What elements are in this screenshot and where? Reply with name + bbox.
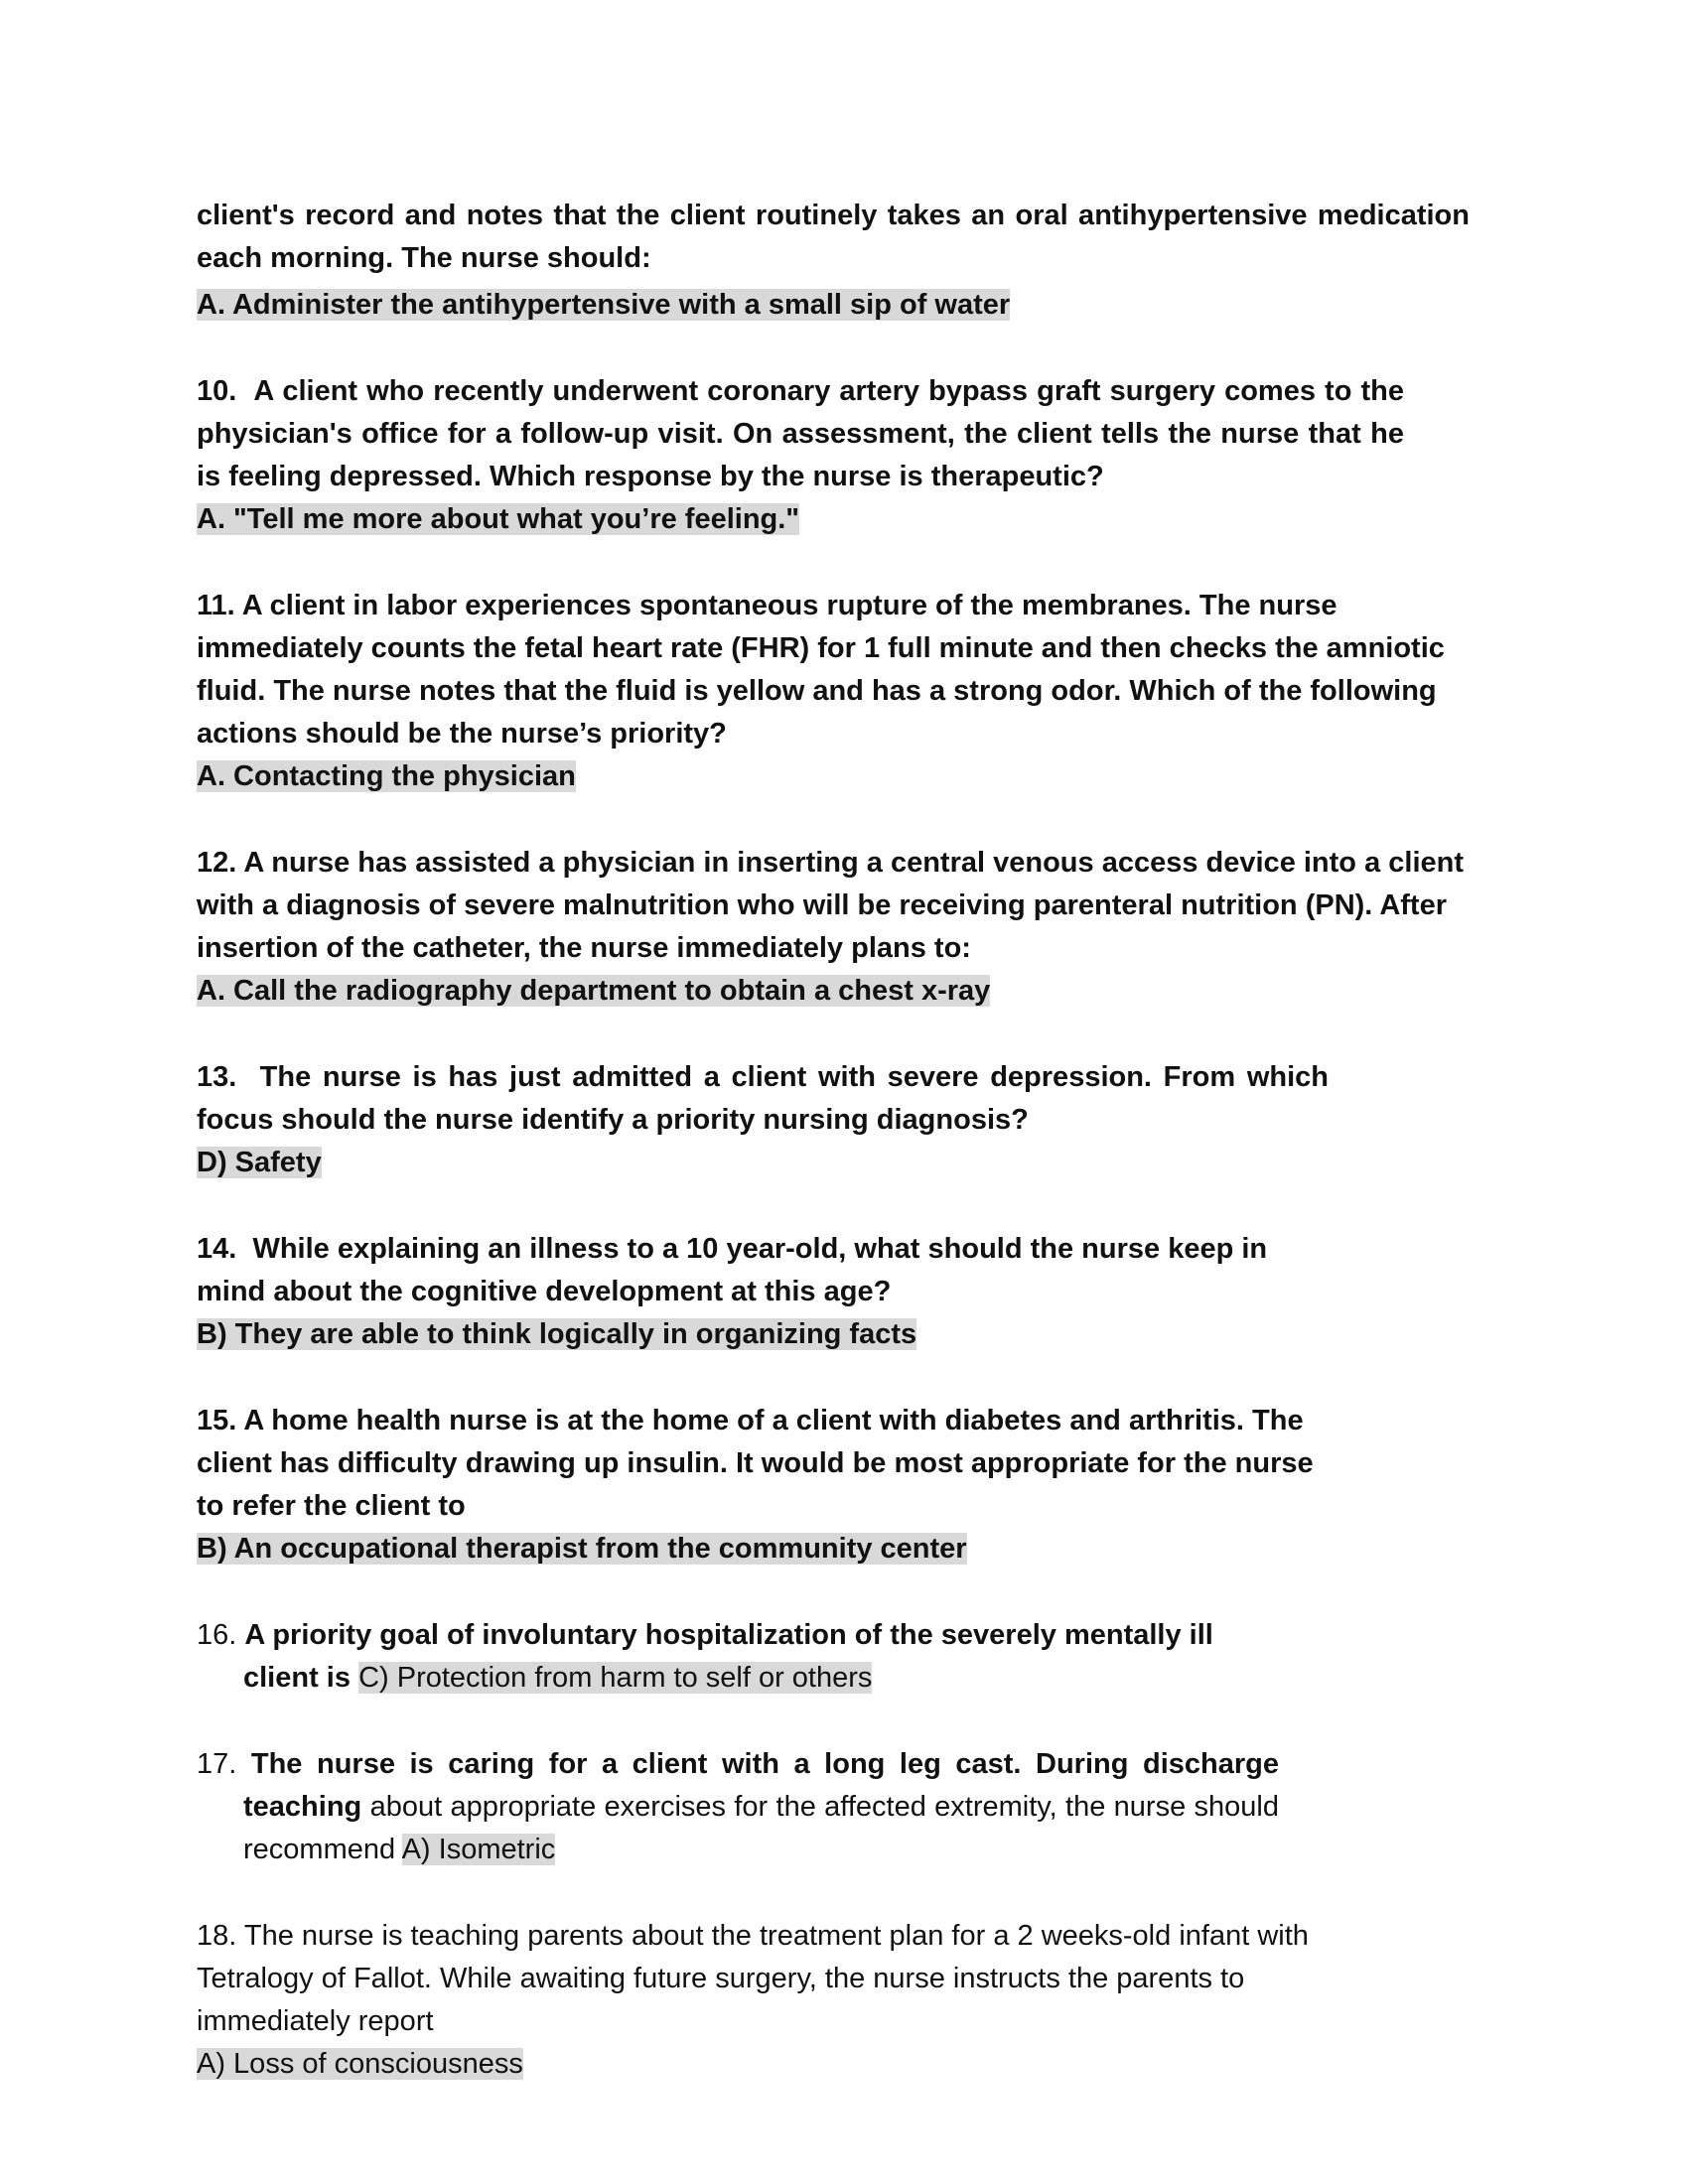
question-text xyxy=(197,585,1468,755)
question-11 xyxy=(197,585,1468,798)
question-body-bold: The nurse is caring for a client with a long leg cast. During discharge teaching xyxy=(243,1748,1279,1823)
question-text xyxy=(197,1228,1329,1313)
question-12 xyxy=(197,842,1468,1013)
question-body: A nurse has assisted a physician in inserting a central venous access device into a client with a diagnosis of severe malnutrition who will be receiving parenteral nutrition (PN). After insertion of the catheter, the nurse immediately plans to: xyxy=(197,847,1465,964)
question-17 xyxy=(197,1743,1279,1871)
question-number: 12. xyxy=(197,847,237,879)
question-18 xyxy=(197,1915,1329,2086)
question-body: The nurse is teaching parents about the treatment plan for a 2 weeks-old infant with Tetralogy of Fallot. While awaiting future surgery, the nurse instructs the parents to immediately report xyxy=(197,1920,1309,2037)
answer-highlight: D) Safety xyxy=(197,1147,322,1178)
answer-highlight: A. "Tell me more about what you’re feeling." xyxy=(197,503,800,535)
question-text xyxy=(197,1614,1279,1700)
question-text: client's record and notes that the client routinely takes an oral antihypertensive medication each morning. The nurse should: xyxy=(197,200,1470,274)
question-body: A priority goal of involuntary hospitalization of the severely mentally ill client is xyxy=(243,1619,1213,1694)
answer-highlight: A) Isometric xyxy=(401,1834,556,1865)
question-text xyxy=(197,1400,1329,1528)
question-text xyxy=(197,370,1404,498)
answer-highlight: A) Loss of consciousness xyxy=(197,2048,523,2080)
answer-highlight: A. Administer the antihypertensive with a small sip of water xyxy=(197,289,1011,321)
question-10 xyxy=(197,370,1404,541)
question-16 xyxy=(197,1614,1279,1700)
question-body: about appropriate exercises for the affected extremity, the nurse should recommend xyxy=(243,1791,1280,1865)
question-number: 15. xyxy=(197,1405,237,1436)
answer-highlight: C) Protection from harm to self or others xyxy=(358,1662,873,1694)
question-15 xyxy=(197,1400,1329,1570)
question-number: 14. xyxy=(197,1233,237,1265)
answer-highlight: A. Contacting the physician xyxy=(197,760,576,792)
question-number: 16. xyxy=(197,1619,237,1651)
question-text xyxy=(197,842,1468,970)
question-body: While explaining an illness to a 10 year-old, what should the nurse keep in mind about the cognitive development at this age? xyxy=(197,1233,1268,1307)
question-body: A client who recently underwent coronary artery bypass graft surgery comes to the physician's office for a follow-up visit. On assessment, the client tells the nurse that he is feeling depressed. Which response by the nurse is therapeutic? xyxy=(197,375,1404,492)
question-number: 17. xyxy=(197,1748,237,1780)
answer-highlight: A. Call the radiography department to obtain a chest x-ray xyxy=(197,975,991,1007)
document-page xyxy=(197,195,1468,2086)
question-body: A client in labor experiences spontaneous rupture of the membranes. The nurse immediately counts the fetal heart rate (FHR) for 1 full minute and then checks the amniotic fluid. The nurse notes that the fluid is yellow and has a strong odor. Which of the following actions should be the nurse’s priority? xyxy=(197,590,1445,750)
question-number: 10. xyxy=(197,375,237,407)
question-9-continued xyxy=(197,195,1470,327)
question-13 xyxy=(197,1056,1329,1184)
question-text xyxy=(197,1743,1279,1871)
question-text xyxy=(197,1915,1329,2043)
answer-highlight: B) An occupational therapist from the community center xyxy=(197,1533,967,1565)
question-number: 11. xyxy=(197,590,235,621)
question-body: The nurse is has just admitted a client with severe depression. From which focus should the nurse identify a priority nursing diagnosis? xyxy=(197,1061,1329,1136)
question-body: A home health nurse is at the home of a client with diabetes and arthritis. The client has difficulty drawing up insulin. It would be most appropriate for the nurse to refer the client to xyxy=(197,1405,1314,1522)
question-text xyxy=(197,1056,1329,1142)
question-number: 18. xyxy=(197,1920,237,1952)
answer-highlight: B) They are able to think logically in organizing facts xyxy=(197,1318,917,1350)
question-14 xyxy=(197,1228,1329,1356)
question-number: 13. xyxy=(197,1061,237,1093)
